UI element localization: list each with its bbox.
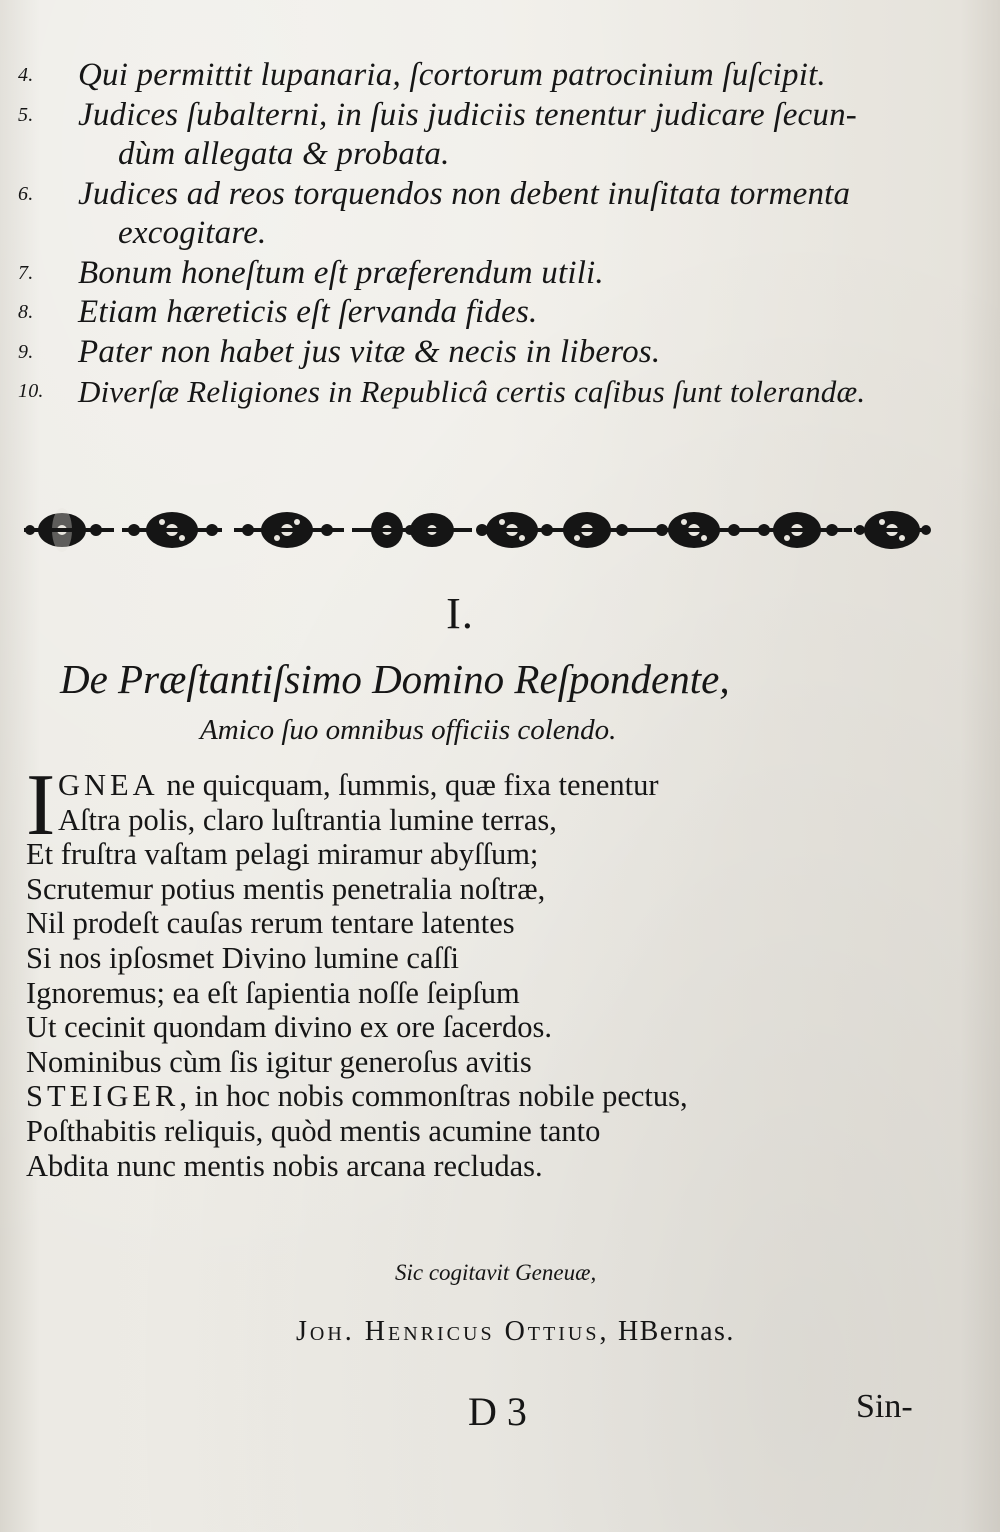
opening-small-caps: GNEA [58, 768, 159, 802]
thesis-text: Pater non habet jus vitæ & necis in liberos. [78, 333, 661, 370]
thesis-text-continuation: excogitare. [118, 215, 267, 251]
poem-line-text: , in hoc nobis commonſtras nobile pectus, [179, 1079, 688, 1114]
thesis-number: 7. [18, 261, 34, 284]
thesis-text: Diverſæ Religiones in Republicâ certis caſibus ſunt tolerandæ. [78, 374, 866, 409]
ornament-fleuron [557, 512, 657, 548]
ornament-fleuron [24, 508, 114, 552]
author-origin: HBernas. [609, 1316, 735, 1347]
thesis-text: Etiam hæreticis eſt ſervanda fides. [78, 294, 538, 330]
ornament-fleuron [752, 512, 852, 548]
printers-ornament-band [22, 500, 932, 560]
poem-line: Et fruſtra vaſtam pelagi miramur abyſſum; [26, 837, 539, 872]
printers-signature-mark: D 3 [468, 1389, 527, 1434]
catchword: Sin- [856, 1388, 913, 1425]
thesis-text: Judices ſubalterni, in ſuis judiciis tenentur judicare ſecun- [78, 96, 857, 133]
thesis-item [18, 372, 958, 412]
thesis-text: Judices ad reos torquendos non debent inuſitata tormenta [78, 175, 851, 212]
thesis-number: 10. [18, 380, 44, 402]
thesis-item [18, 333, 958, 373]
theses-list [18, 56, 958, 412]
poem-line: Si nos ipſosmet Divino lumine caſſi [26, 940, 459, 975]
thesis-item [18, 96, 958, 175]
dedicatory-poem [26, 757, 926, 1183]
thesis-item [18, 175, 958, 254]
thesis-number: 4. [18, 64, 34, 86]
ornament-fleuron [122, 512, 222, 548]
poem-line: Ut cecinit quondam divino ex ore ſacerdos. [26, 1010, 552, 1045]
poem-line: Aſtra polis, claro luſtrantia lumine terras, [58, 802, 557, 837]
poem-line: Nominibus cùm ſis igitur generoſus avitis [26, 1044, 532, 1079]
thesis-text: Qui permittit lupanaria, ſcortorum patrocinium ſuſcipit. [78, 57, 826, 93]
author-name: Joh. Henricus Ottius, [296, 1316, 610, 1347]
ornament-fleuron [352, 512, 472, 548]
thesis-item [18, 254, 958, 294]
thesis-text: Bonum honeſtum eſt præferendum utili. [78, 254, 604, 291]
thesis-number: 5. [18, 103, 34, 126]
thesis-number: 9. [18, 340, 34, 363]
section-number: I. [446, 589, 474, 638]
ornament-fleuron [854, 511, 931, 549]
thesis-number: 8. [18, 301, 34, 323]
poem-line-text: ne quicquam, ſummis, quæ fixa tenentur [158, 768, 659, 802]
name-small-caps: STEIGER [26, 1079, 180, 1114]
poem-line: Abdita nunc mentis nobis arcana recludas. [26, 1148, 543, 1183]
poem-line [26, 768, 926, 803]
dedication-subtitle: Amico ſuo omnibus officiis colendo. [200, 714, 617, 746]
signature-author-line [296, 1316, 735, 1348]
thesis-item [18, 293, 958, 333]
thesis-text-continuation: dùm allegata & probata. [118, 136, 450, 172]
thesis-number: 6. [18, 182, 34, 205]
poem-line: Nil prodeſt cauſas rerum tentare latentes [26, 906, 515, 941]
ornament-fleuron [652, 512, 752, 548]
poem-line: Scrutemur potius mentis penetralia noſtræ, [26, 871, 546, 906]
signature-place-line: Sic cogitavit Geneuæ, [395, 1260, 597, 1285]
ornament-fleuron [234, 512, 344, 548]
poem-line: Poſthabitis reliquis, quòd mentis acumine tanto [26, 1113, 601, 1148]
poem-line: Ignoremus; ea eſt ſapientia noſſe ſeipſum [26, 975, 520, 1010]
drop-capital: I [26, 757, 56, 854]
ornament-fleuron [476, 512, 557, 548]
dedication-title: De Præſtantiſsimo Domino Reſpondente, [60, 656, 730, 702]
poem-line [26, 1079, 926, 1114]
thesis-item [18, 56, 958, 96]
